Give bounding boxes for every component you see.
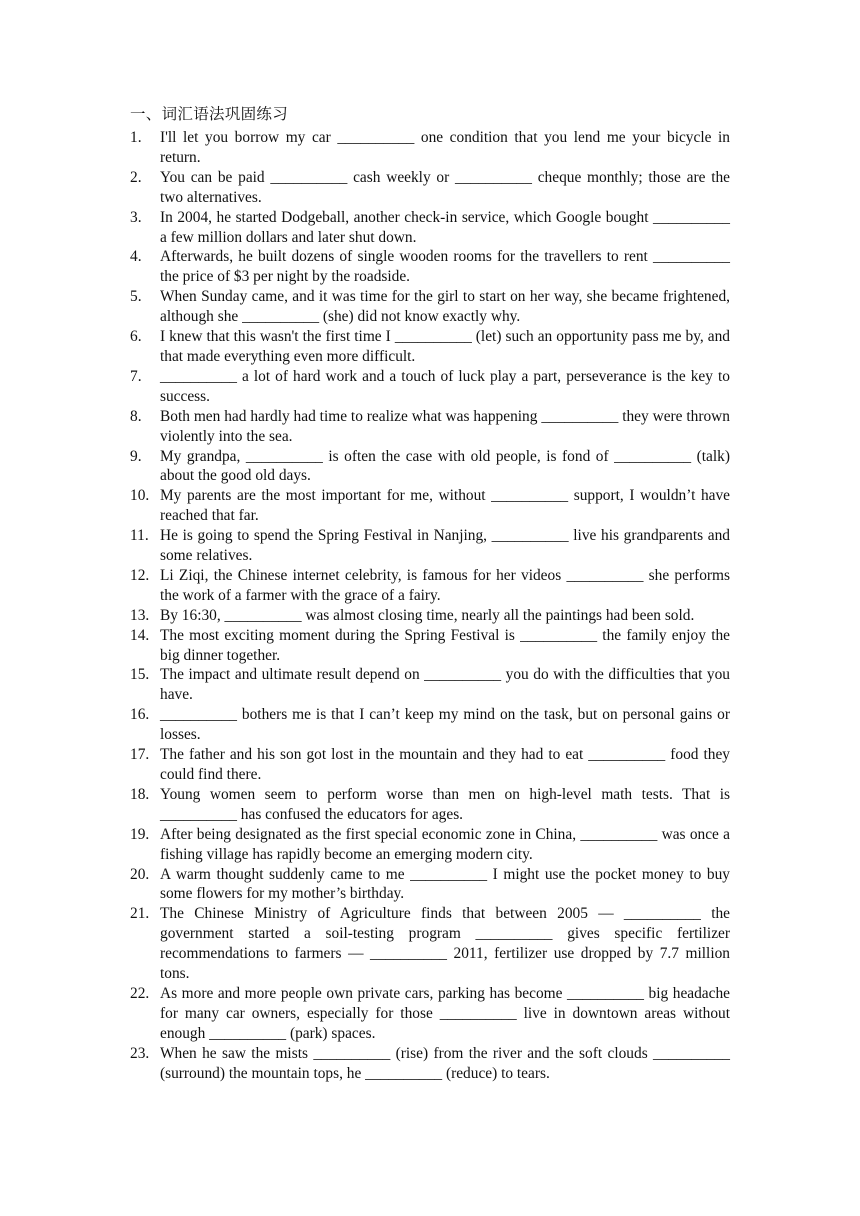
question-item xyxy=(130,327,730,367)
question-item xyxy=(130,486,730,526)
question-number: 6. xyxy=(130,328,142,346)
question-text: __________ bothers me is that I can’t keep my mind on the task, but on personal gains or losses. xyxy=(160,706,730,744)
question-text: By 16:30, __________ was almost closing time, nearly all the paintings had been sold. xyxy=(160,606,695,624)
question-number: 14. xyxy=(130,626,150,644)
question-text: A warm thought suddenly came to me __________ I might use the pocket money to buy some flowers for my mother’s birthday. xyxy=(160,865,730,903)
question-number: 5. xyxy=(130,288,142,306)
question-number: 2. xyxy=(130,168,142,186)
question-item xyxy=(130,247,730,287)
question-number: 17. xyxy=(130,746,150,764)
section-title: 一、词汇语法巩固练习 xyxy=(130,105,289,123)
question-text: Li Ziqi, the Chinese internet celebrity, is famous for her videos __________ she performs the work of a farmer with the grace of a fairy. xyxy=(160,566,730,604)
question-number: 20. xyxy=(130,865,150,883)
question-text: In 2004, he started Dodgeball, another check-in service, which Google bought __________ a few million dollars and later shut down. xyxy=(160,208,730,246)
question-number: 23. xyxy=(130,1044,150,1062)
question-text: After being designated as the first special economic zone in China, __________ was once a fishing village has rapidly become an emerging modern city. xyxy=(160,825,730,863)
question-text: I knew that this wasn't the first time I __________ (let) such an opportunity pass me by, and that made everything even more difficult. xyxy=(160,328,730,365)
question-item xyxy=(130,1044,730,1084)
question-number: 7. xyxy=(130,367,142,385)
question-number: 13. xyxy=(130,606,150,624)
question-number: 4. xyxy=(130,248,142,266)
question-item xyxy=(130,367,730,407)
question-number: 8. xyxy=(130,407,142,425)
question-item xyxy=(130,128,730,168)
question-text: My grandpa, __________ is often the case with old people, is fond of __________ (talk) about the good old days. xyxy=(160,447,730,485)
question-number: 12. xyxy=(130,566,150,584)
question-item xyxy=(130,287,730,327)
question-text: When he saw the mists __________ (rise) from the river and the soft clouds __________ (surround) the mountain tops, he __________ (reduce) to tears. xyxy=(160,1044,730,1082)
question-text: I'll let you borrow my car __________ one condition that you lend me your bicycle in return. xyxy=(160,129,730,166)
question-text: The most exciting moment during the Spring Festival is __________ the family enjoy the big dinner together. xyxy=(160,626,730,664)
question-item xyxy=(130,705,730,745)
question-text: The Chinese Ministry of Agriculture finds that between 2005 — __________ the government started a soil-testing program __________ gives specific fertilizer recommendations to farmers — __________ 2011, fertilizer use dropped by 7.7 million tons. xyxy=(160,905,730,983)
question-text: Afterwards, he built dozens of single wooden rooms for the travellers to rent __________ the price of $3 per night by the roadside. xyxy=(160,248,730,286)
question-item xyxy=(130,745,730,785)
question-text: As more and more people own private cars, parking has become __________ big headache for many car owners, especially for those __________ live in downtown areas without enough __________ (park) spaces. xyxy=(160,984,730,1042)
question-item xyxy=(130,168,730,208)
question-item xyxy=(130,606,730,626)
question-item xyxy=(130,984,730,1044)
question-number: 1. xyxy=(130,129,142,146)
question-number: 22. xyxy=(130,984,150,1002)
question-item xyxy=(130,665,730,705)
question-number: 10. xyxy=(130,487,150,505)
question-text: __________ a lot of hard work and a touch of luck play a part, perseverance is the key to success. xyxy=(160,367,730,405)
question-text: Young women seem to perform worse than men on high-level math tests. That is __________ has confused the educators for ages. xyxy=(160,785,730,823)
question-item xyxy=(130,208,730,248)
question-item xyxy=(130,825,730,865)
question-text: The father and his son got lost in the mountain and they had to eat __________ food they could find there. xyxy=(160,746,730,783)
question-number: 11. xyxy=(130,527,149,545)
question-number: 18. xyxy=(130,785,150,803)
question-number: 19. xyxy=(130,825,150,843)
question-text: Both men had hardly had time to realize what was happening __________ they were thrown violently into the sea. xyxy=(160,407,730,445)
question-number: 3. xyxy=(130,208,142,226)
question-list xyxy=(130,128,730,1084)
question-item xyxy=(130,407,730,447)
question-item xyxy=(130,785,730,825)
question-item xyxy=(130,526,730,566)
question-item xyxy=(130,566,730,606)
question-number: 15. xyxy=(130,666,150,684)
question-text: You can be paid __________ cash weekly or __________ cheque monthly; those are the two alternatives. xyxy=(160,168,730,206)
question-text: He is going to spend the Spring Festival in Nanjing, __________ live his grandparents and some relatives. xyxy=(160,527,730,565)
question-text: When Sunday came, and it was time for the girl to start on her way, she became frightened, although she __________ (she) did not know exactly why. xyxy=(160,288,730,326)
question-number: 16. xyxy=(130,706,150,724)
question-text: My parents are the most important for me, without __________ support, I wouldn’t have reached that far. xyxy=(160,487,730,525)
question-number: 21. xyxy=(130,905,150,923)
question-text: The impact and ultimate result depend on __________ you do with the difficulties that you have. xyxy=(160,666,730,704)
question-item xyxy=(130,447,730,487)
question-number: 9. xyxy=(130,447,142,465)
question-item xyxy=(130,904,730,984)
question-item xyxy=(130,865,730,905)
question-item xyxy=(130,626,730,666)
